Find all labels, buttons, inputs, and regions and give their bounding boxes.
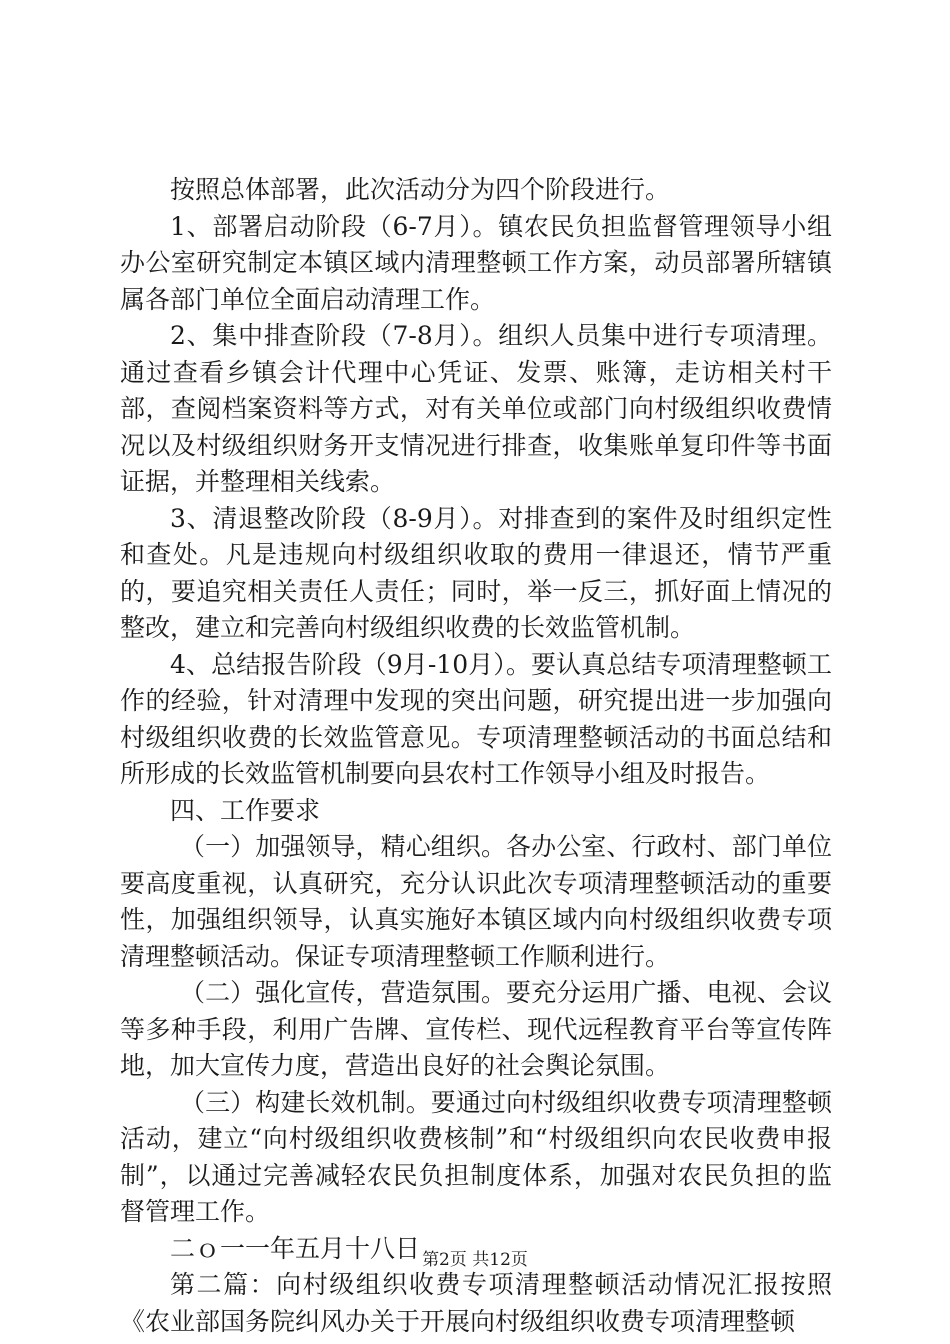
paragraph-requirement-2: （二）强化宣传，营造氛围。要充分运用广播、电视、会议等多种手段，利用广告牌、宣传栏、现代远程教育平台等宣传阵地，加大宣传力度，营造出良好的社会舆论氛围。	[120, 978, 832, 1080]
paragraph-intro: 按照总体部署，此次活动分为四个阶段进行。	[170, 175, 671, 204]
document-body	[120, 172, 832, 1340]
paragraph-stage-4: 4、总结报告阶段（9月-10月）。要认真总结专项清理整顿工作的经验，针对清理中发现的突出问题，研究提出进一步加强向村级组织收费的长效监管意见。专项清理整顿活动的书面总结和所形成的长效监管机制要向县农村工作领导小组及时报告。	[120, 649, 832, 788]
document-date: 二ｏ一一年五月十八日	[170, 1233, 421, 1263]
paragraph-second-article: 第二篇：向村级组织收费专项清理整顿活动情况汇报按照《农业部国务院纠风办关于开展向村级组织收费专项清理整顿	[120, 1270, 832, 1336]
page-number-footer: 第2页 共12页	[422, 1250, 528, 1270]
paragraph-stage-3: 3、清退整改阶段（8-9月）。对排查到的案件及时组织定性和查处。凡是违规向村级组织收取的费用一律退还，情节严重的，要追究相关责任人责任；同时，举一反三，抓好面上情况的整改，建立和完善向村级组织收费的长效监管机制。	[120, 503, 832, 642]
paragraph-stage-1: 1、部署启动阶段（6-7月）。镇农民负担监督管理领导小组办公室研究制定本镇区域内清理整顿工作方案，动员部署所辖镇属各部门单位全面启动清理工作。	[120, 211, 832, 314]
paragraph-requirement-1: （一）加强领导，精心组织。各办公室、行政村、部门单位要高度重视，认真研究，充分认识此次专项清理整顿活动的重要性，加强组织领导，认真实施好本镇区域内向村级组织收费专项清理整顿活动。保证专项清理整顿工作顺利进行。	[120, 832, 832, 971]
paragraph-stage-2: 2、集中排查阶段（7-8月）。组织人员集中进行专项清理。通过查看乡镇会计代理中心凭证、发票、账簿，走访相关村干部，查阅档案资料等方式，对有关单位或部门向村级组织收费情况以及村级组织财务开支情况进行排查，收集账单复印件等书面证据，并整理相关线索。	[120, 321, 832, 496]
section-heading-work-requirements: 四、工作要求	[170, 795, 321, 825]
paragraph-requirement-3: （三）构建长效机制。要通过向村级组织收费专项清理整顿活动，建立“向村级组织收费核制”和“村级组织向农民收费申报制”，以通过完善减轻农民负担制度体系，加强对农民负担的监督管理工作。	[120, 1087, 832, 1226]
